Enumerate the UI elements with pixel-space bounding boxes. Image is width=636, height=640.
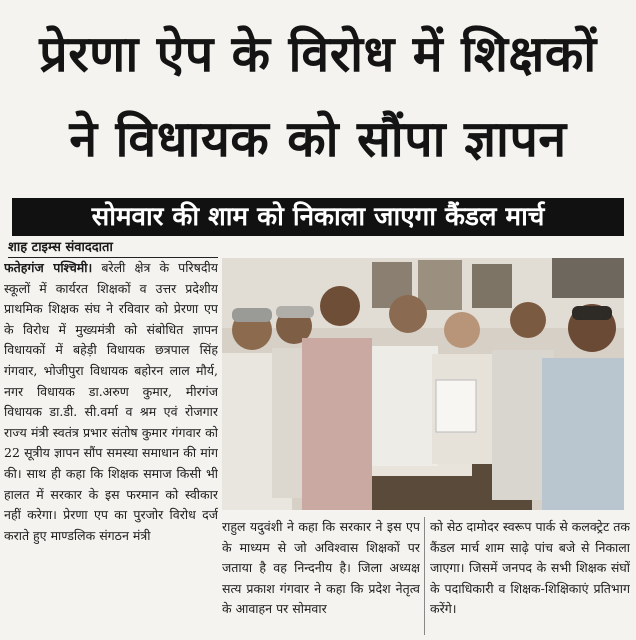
column-2-text: राहुल यदुवंशी ने कहा कि सरकार ने इस एप के माध्यम से जो अविश्वास शिक्षकों पर जताया है वह निन्दनीय है। जिला अध्यक्ष सत्य प्रकाश गंगवार ने कहा कि प्रदेश नेतृत्व के आवाहन पर सोमवार bbox=[222, 519, 420, 617]
headline-line-1: प्रेरणा ऐप के विरोध में शिक्षकों bbox=[39, 25, 597, 83]
article-column-1 bbox=[4, 258, 218, 640]
byline: शाह टाइम्स संवाददाता bbox=[8, 240, 113, 255]
photo-illustration bbox=[222, 258, 624, 510]
column-divider bbox=[424, 517, 425, 635]
column-1-text: बरेली क्षेत्र के परिषदीय स्कूलों में कार्यरत शिक्षकों व उत्तर प्रदेशीय प्राथमिक शिक्षक संघ ने रविवार को प्रेरणा एप के विरोध में मुख्यमंत्री को संबोधित ज्ञापन विधायकों में बहेड़ी विधायक छत्रपाल सिंह गंगवार, भोजीपुरा विधायक बहोरन लाल मौर्य, नगर विधायक डा.अरुण कुमार, मीरगंज विधायक डा.डी. सी.वर्मा व श्रम एवं रोजगार राज्य मंत्री स्वतंत्र प्रभार संतोष कुमार गंगवार को 22 सूत्रीय ज्ञापन सौंप समस्या समाधान की मांग की। साथ ही कहा कि शिक्षक समाज किसी भी हालत में सरकार के इस फरमान को स्वीकार नहीं करेगा। प्रेरणा एप का पुरजोर विरोध दर्ज कराते हुए माण्डलिक संगठन मंत्री bbox=[4, 260, 218, 543]
dateline: फतेहगंज पश्चिमी। bbox=[4, 260, 93, 275]
article-column-3 bbox=[430, 517, 630, 640]
article-column-2 bbox=[222, 517, 420, 640]
news-photo bbox=[222, 258, 624, 510]
headline-line-2: ने विधायक को सौंपा ज्ञापन bbox=[69, 110, 567, 168]
subheadline-banner: सोमवार की शाम को निकाला जाएगा कैंडल मार्च bbox=[12, 198, 624, 236]
column-3-text: को सेठ दामोदर स्वरूप पार्क से कलक्ट्रेट तक कैंडल मार्च शाम साढ़े पांच बजे से निकाला जाएगा। जिसमें जनपद के सभी शिक्षक संघों के पदाधिकारी व शिक्षक-शिक्षिकाएं प्रतिभाग करेंगे। bbox=[430, 519, 630, 617]
